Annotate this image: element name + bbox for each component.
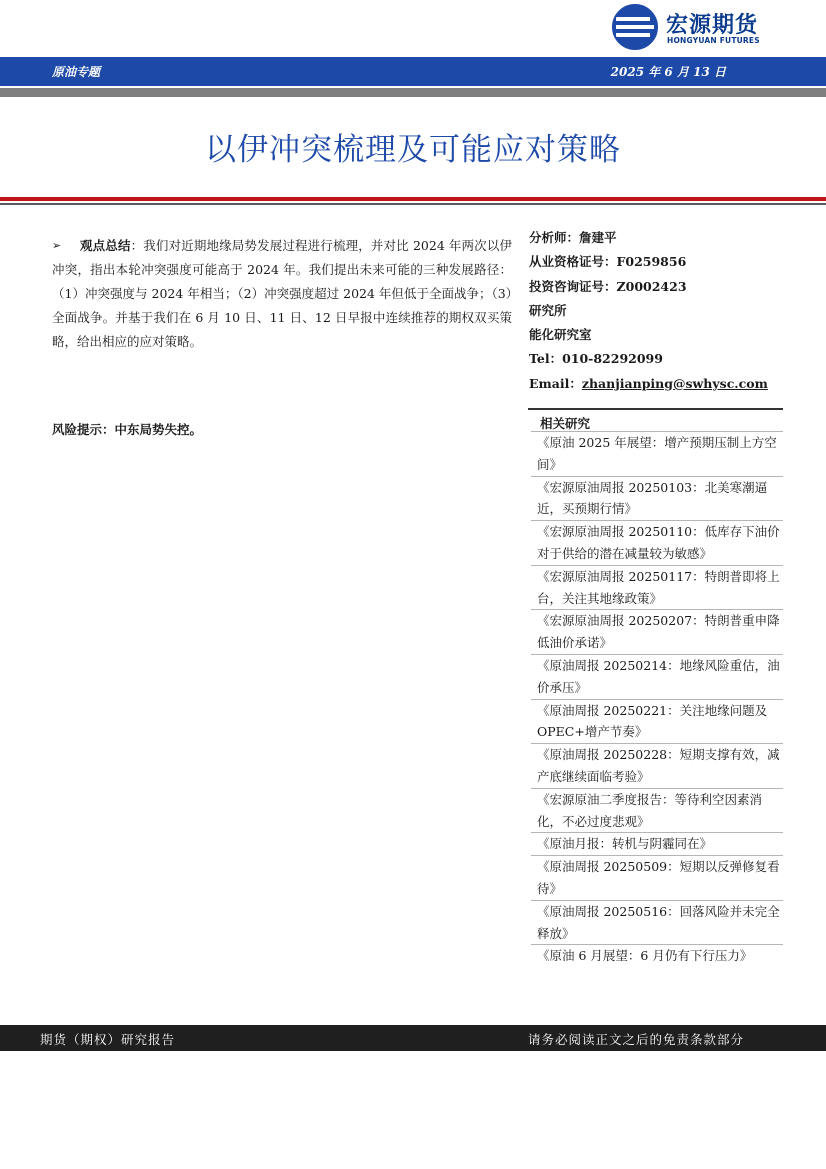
related-item[interactable]: 《宏源原油周报 20250207：特朗普重申降低油价承诺》 — [531, 609, 783, 654]
summary-block — [52, 234, 512, 354]
related-item[interactable]: 《宏源原油周报 20250117：特朗普即将上台，关注其地缘政策》 — [531, 565, 783, 610]
tel-number: 010-82292099 — [562, 351, 663, 367]
email-link[interactable]: zhanjianping@swhysc.com — [581, 375, 768, 391]
report-category: 原油专题 — [52, 65, 101, 79]
analyst-label: 分析师： — [529, 230, 580, 245]
related-item[interactable]: 《原油 2025 年展望：增产预期压制上方空间》 — [531, 431, 783, 476]
consult-number: Z0002423 — [616, 278, 687, 294]
related-item[interactable]: 《宏源原油二季度报告：等待利空因素消化，不必过度悲观》 — [531, 788, 783, 833]
related-item[interactable]: 《原油周报 20250509：短期以反弹修复看待》 — [531, 855, 783, 900]
license-label: 从业资格证号： — [529, 254, 617, 270]
email-row — [529, 372, 789, 396]
summary-paragraph — [52, 234, 512, 354]
analyst-row — [529, 226, 789, 250]
analyst-name: 詹建平 — [579, 230, 617, 245]
license-number: F0259856 — [616, 254, 687, 270]
related-item[interactable]: 《宏源原油周报 20250103：北美寒潮逼近，买预期行情》 — [531, 476, 783, 521]
related-item[interactable]: 《原油月报：转机与阴霾同在》 — [531, 832, 783, 855]
report-title: 以伊冲突梳理及可能应对策略 — [205, 132, 621, 168]
license-row — [529, 250, 789, 274]
logo-text-cn: 宏源期货 — [666, 13, 759, 38]
related-item[interactable]: 《原油周报 20250516：回落风险并未完全释放》 — [531, 900, 783, 945]
tel-row — [529, 347, 789, 371]
disclaimer-notice: 请务必阅读正文之后的免责条款部分 — [527, 1032, 744, 1047]
related-item[interactable]: 《原油 6 月展望：6 月仍有下行压力》 — [531, 944, 783, 967]
related-item[interactable]: 《原油周报 20250214：地缘风险重估，油价承压》 — [531, 654, 783, 699]
footer-label: 期货（期权）研究报告 — [40, 1032, 176, 1047]
analyst-info — [529, 226, 789, 396]
related-list — [531, 431, 783, 967]
title-rule-red — [0, 197, 826, 201]
consult-label: 投资咨询证号： — [529, 278, 617, 294]
related-rule — [528, 408, 783, 410]
related-title: 相关研究 — [540, 416, 591, 431]
lab: 能化研究室 — [529, 327, 592, 343]
institute: 研究所 — [529, 302, 567, 318]
email-label: Email： — [529, 375, 582, 391]
title-rule-dark — [0, 203, 826, 205]
related-item[interactable]: 《原油周报 20250228：短期支撑有效，减产底继续面临考验》 — [531, 743, 783, 788]
tel-label: Tel： — [529, 351, 563, 367]
related-item[interactable]: 《原油周报 20250221：关注地缘问题及 OPEC+增产节奏》 — [531, 699, 783, 744]
logo-text-en: HONGYUAN FUTURES — [667, 36, 760, 45]
risk-warning: 风险提示：中东局势失控。 — [52, 422, 203, 437]
related-item[interactable]: 《宏源原油周报 20250110：低库存下油价对于供给的潜在减量较为敏感》 — [531, 520, 783, 565]
bullet-arrow-icon: ➢ — [52, 239, 62, 252]
hongyuan-logo-icon — [612, 4, 658, 50]
summary-text: ：我们对近期地缘局势发展过程进行梳理，并对比 2024 年两次以伊冲突，指出本轮冲突强度可能高于 2024 年。我们提出未来可能的三种发展路径：（1）冲突强度与 2024 年相当；（2）冲突强度超过 2024 年但低于全面战争；（3）全面战争。并基于我们在 6 月 10 日、11 日、12 日早报中连续推荐的期权双买策略，给出相应的应对策略。 — [52, 238, 512, 349]
header-divider — [0, 88, 826, 97]
company-logo — [612, 4, 802, 50]
summary-label: 观点总结 — [80, 238, 131, 253]
report-date: 2025 年 6 月 13 日 — [610, 65, 726, 79]
consult-row — [529, 275, 789, 299]
